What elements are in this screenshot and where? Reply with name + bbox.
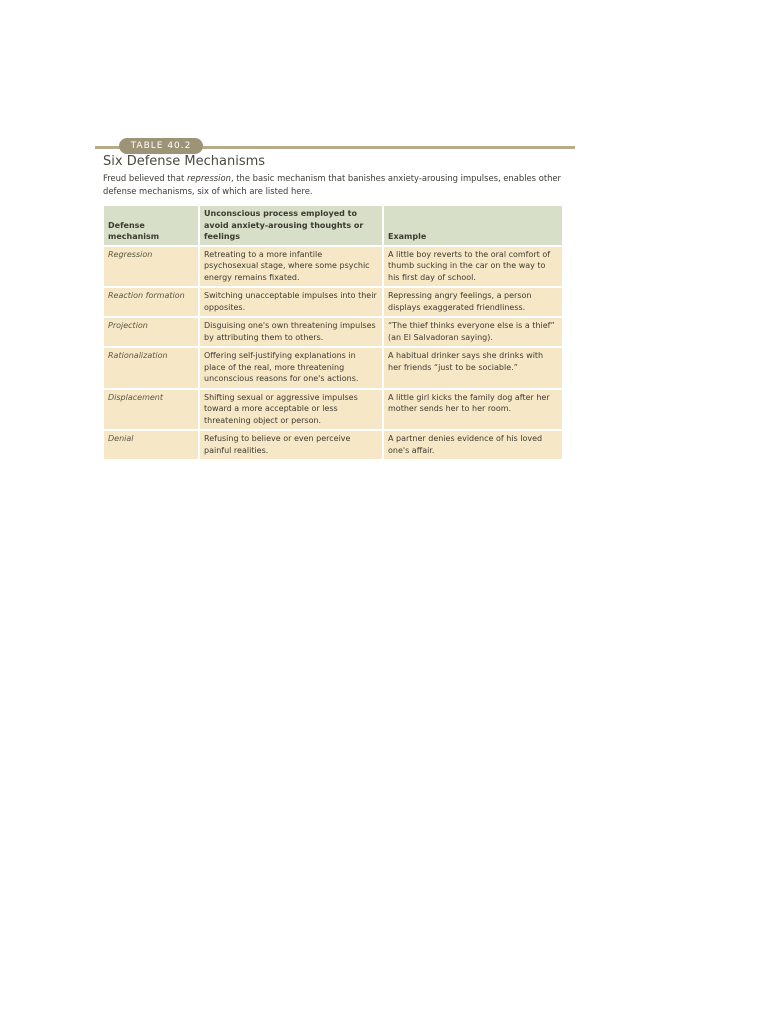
table-caption <box>103 172 568 198</box>
table-title: Six Defense Mechanisms <box>103 154 266 169</box>
table-number-badge: TABLE 40.2 <box>119 138 203 154</box>
process-cell: Shifting sexual or aggressive impulses toward a more acceptable or less threatening object or person. <box>200 388 384 430</box>
column-header-process: Unconscious process employed to avoid anxiety-arousing thoughts or feelings <box>200 206 384 245</box>
caption-emphasis: repression <box>186 173 231 183</box>
table-row <box>104 388 562 430</box>
mechanism-cell: Displacement <box>104 388 200 430</box>
mechanism-cell: Reaction formation <box>104 286 200 316</box>
example-cell: A little boy reverts to the oral comfort of thumb sucking in the car on the way to his first day of school. <box>384 245 562 287</box>
process-cell: Offering self-justifying explanations in place of the real, more threatening unconscious reasons for one's actions. <box>200 346 384 388</box>
example-cell: A partner denies evidence of his loved one's affair. <box>384 429 562 459</box>
table-row <box>104 429 562 459</box>
example-cell: A little girl kicks the family dog after her mother sends her to her room. <box>384 388 562 430</box>
defense-mechanisms-table <box>104 206 562 459</box>
caption-text-after: , the basic mechanism that banishes anxiety-arousing impulses, enables other defense mechanisms, six of which are listed here. <box>103 173 562 196</box>
table-row <box>104 286 562 316</box>
process-cell: Switching unacceptable impulses into their opposites. <box>200 286 384 316</box>
mechanism-cell: Regression <box>104 245 200 287</box>
table-row <box>104 316 562 346</box>
column-header-example: Example <box>384 206 562 245</box>
defense-mechanisms-table-block <box>95 135 575 453</box>
table-row <box>104 346 562 388</box>
mechanism-cell: Denial <box>104 429 200 459</box>
table-row <box>104 245 562 287</box>
process-cell: Refusing to believe or even perceive painful realities. <box>200 429 384 459</box>
process-cell: Retreating to a more infantile psychosexual stage, where some psychic energy remains fixated. <box>200 245 384 287</box>
example-cell: “The thief thinks everyone else is a thief” (an El Salvadoran saying). <box>384 316 562 346</box>
mechanism-cell: Projection <box>104 316 200 346</box>
example-cell: A habitual drinker says she drinks with her friends “just to be sociable.” <box>384 346 562 388</box>
column-header-mechanism: Defense mechanism <box>104 206 200 245</box>
process-cell: Disguising one's own threatening impulses by attributing them to others. <box>200 316 384 346</box>
table-header-row <box>104 206 562 245</box>
caption-text-before: Freud believed that <box>103 173 187 183</box>
mechanism-cell: Rationalization <box>104 346 200 388</box>
example-cell: Repressing angry feelings, a person displays exaggerated friendliness. <box>384 286 562 316</box>
